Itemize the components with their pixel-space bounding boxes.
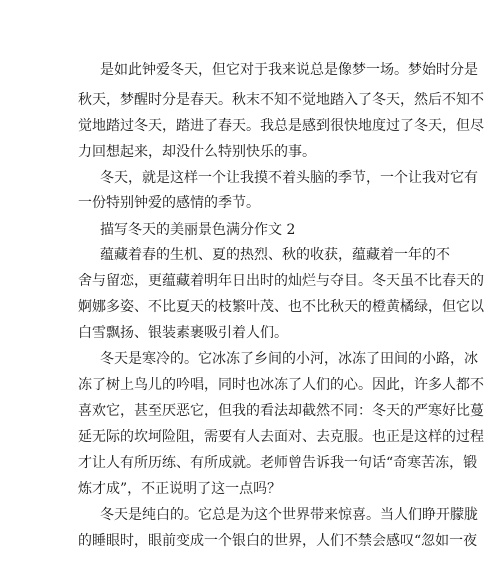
paragraph-line: 婀娜多姿、不比夏天的枝繁叶茂、也不比秋天的橙黄橘绿，但它以 bbox=[78, 299, 484, 315]
paragraph-line: 冻了树上鸟儿的吟唱，同时也冰冻了人们的心。因此，许多人都不 bbox=[78, 377, 484, 393]
paragraph-line: 才让人有所历练、有所成就。老师曾告诉我一句话“奇寒苦冻，锻 bbox=[78, 455, 478, 471]
paragraph-line: 一份特别钟爱的感情的季节。 bbox=[78, 195, 260, 211]
paragraph-line: 白雪飘扬、银装素裹吸引着人们。 bbox=[78, 325, 288, 341]
paragraph-line: 蕴藏着春的生机、夏的热烈、秋的收获，蕴藏着一年的不 bbox=[100, 247, 450, 263]
paragraph-line: 冬天，就是这样一个让我摸不着头脑的季节，一个让我对它有 bbox=[100, 170, 478, 186]
paragraph-line: 喜欢它，甚至厌恶它，但我的看法却截然不同：冬天的严寒好比蔓 bbox=[78, 403, 484, 419]
paragraph-line: 延无际的坎坷险阻，需要有人去面对、去克服。也正是这样的过程 bbox=[78, 429, 484, 445]
paragraph-line: 冬天是纯白的。它总是为这个世界带来惊喜。当人们睁开朦胧 bbox=[100, 507, 478, 523]
paragraph-line: 的睡眼时，眼前变成一个银白的世界，人们不禁会感叹“忽如一夜 bbox=[78, 533, 478, 549]
paragraph-line: 秋天，梦醒时分是春天。秋末不知不觉地踏入了冬天，然后不知不 bbox=[78, 92, 484, 108]
paragraph-line: 觉地踏过冬天，踏进了春天。我总是感到很快地度过了冬天，但尽 bbox=[78, 118, 484, 134]
paragraph-line: 炼才成”，不正说明了这一点吗？ bbox=[78, 481, 282, 497]
paragraph-line: 是如此钟爱冬天，但它对于我来说总是像梦一场。梦始时分是 bbox=[100, 62, 478, 78]
paragraph-line: 舍与留恋，更蕴藏着明年日出时的灿烂与夺目。冬天虽不比春天的 bbox=[78, 273, 484, 289]
paragraph-line: 冬天是寒冷的。它冰冻了乡间的小河，冰冻了田间的小路，冰 bbox=[100, 351, 478, 367]
paragraph-line: 力回想起来，却没什么特别快乐的事。 bbox=[78, 144, 316, 160]
article-title: 描写冬天的美丽景色满分作文 2 bbox=[100, 222, 296, 238]
